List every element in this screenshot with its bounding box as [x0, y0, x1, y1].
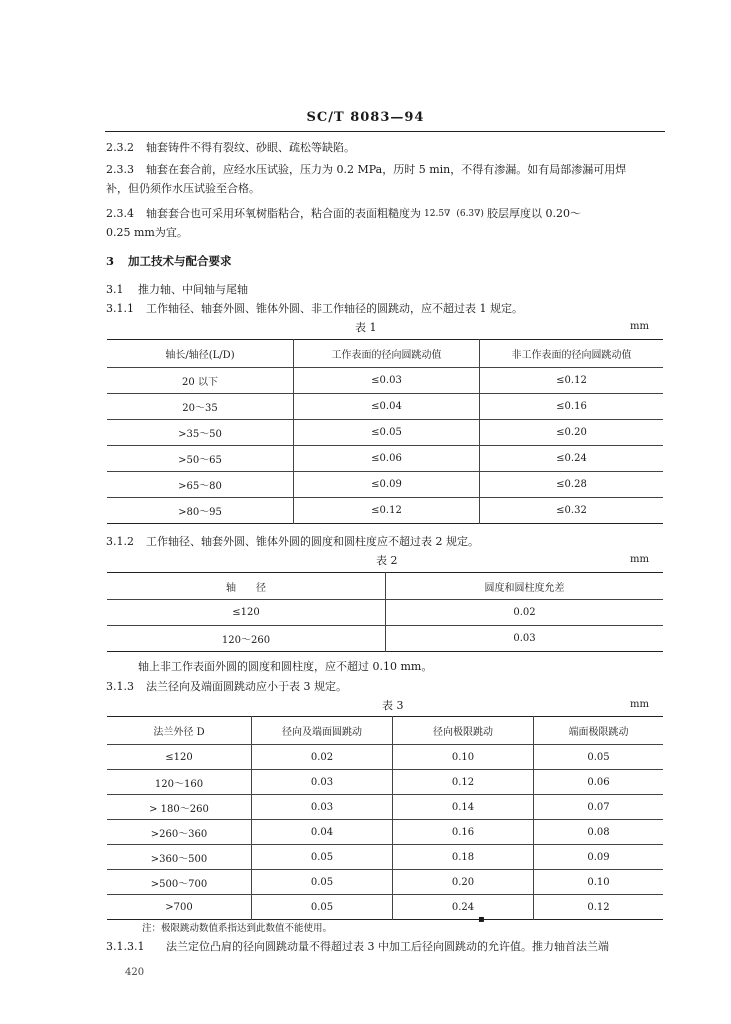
- table-cell: ≤120: [165, 751, 193, 763]
- clause-text: 法兰径向及端面圆跳动应小于表 3 规定。: [146, 680, 347, 693]
- table-3-unit: mm: [630, 699, 649, 710]
- table-row: [107, 446, 663, 472]
- table-cell: 0.10: [393, 745, 534, 770]
- column-header: 非工作表面的径向圆跳动值: [480, 340, 664, 368]
- stray-mark: ▪: [478, 914, 485, 925]
- column-header: 端面极限跳动: [534, 717, 664, 745]
- section-3-heading: [106, 253, 232, 269]
- table-1: [107, 339, 663, 524]
- header-rule: [105, 131, 665, 132]
- clause-number: 3.1.3.1: [106, 940, 145, 953]
- column-header: 法兰外径 D: [107, 717, 252, 745]
- table-1-caption: 表 1: [355, 321, 377, 334]
- table-header-row: [107, 717, 663, 745]
- table-cell: 0.08: [534, 820, 664, 845]
- table-cell: >360～500: [107, 845, 252, 870]
- clause-2-3-4-continued: 0.25 mm为宜。: [106, 226, 188, 239]
- clause-text-line1: 轴套在套合前，应经水压试验，压力为 0.2 MPa，历时 5 min，不得有渗漏。如有局部渗漏可用焊: [146, 163, 627, 176]
- table-row: [107, 498, 663, 524]
- table-cell: >260～360: [107, 820, 252, 845]
- document-header: SC/T 8083—94: [306, 110, 425, 125]
- table-cell: ≤0.03: [294, 368, 480, 394]
- table-cell: ≤0.04: [294, 394, 480, 420]
- table-cell: 20 以下: [182, 377, 218, 388]
- note-non-working-surface: 轴上非工作表面外圆的圆度和圆柱度，应不超过 0.10 mm。: [138, 660, 433, 673]
- roughness-symbol-1: 12.5∇: [424, 208, 451, 219]
- table-row: [107, 420, 663, 446]
- clause-2-3-2: [106, 138, 355, 157]
- table-row: [107, 770, 663, 795]
- table-cell: 0.09: [534, 845, 664, 870]
- table-cell: 0.10: [534, 870, 664, 895]
- table-cell: ≤0.12: [480, 368, 664, 394]
- table-cell: 0.05: [252, 870, 393, 895]
- table-cell: ≤0.05: [294, 420, 480, 446]
- column-header: 圆度和圆柱度允差: [386, 573, 664, 600]
- clause-number: 2.3.3: [106, 163, 134, 176]
- section-number: 3: [106, 254, 115, 268]
- table-cell: 0.24: [393, 895, 534, 920]
- clause-text: 轴套铸件不得有裂纹、砂眼、疏松等缺陷。: [146, 141, 355, 154]
- table-cell: ≤0.09: [294, 472, 480, 498]
- table-cell: ≤120: [232, 607, 260, 618]
- table-cell: 0.03: [252, 770, 393, 795]
- table-row: [107, 745, 663, 770]
- table-cell: 0.05: [252, 895, 393, 920]
- table-row: [107, 368, 663, 394]
- table-row: [107, 820, 663, 845]
- table-row: [107, 600, 663, 626]
- table-cell: >50～65: [107, 446, 294, 472]
- table-cell: ≤0.20: [480, 420, 664, 446]
- clause-2-3-3: [106, 160, 626, 179]
- table-cell: 0.16: [393, 820, 534, 845]
- clause-number: 2.3.4: [106, 207, 134, 220]
- table-cell: 20～35: [107, 394, 294, 420]
- table-cell: 120～160: [107, 770, 252, 795]
- table-cell: >35～50: [107, 420, 294, 446]
- table-cell: 0.12: [393, 770, 534, 795]
- table-row: [107, 626, 663, 652]
- table-cell: > 180～260: [107, 795, 252, 820]
- table-cell: ≤0.24: [480, 446, 664, 472]
- clause-number: 2.3.2: [106, 141, 134, 154]
- table-cell: ≤0.28: [480, 472, 664, 498]
- subsection-number: 3.1: [106, 283, 124, 296]
- clause-text: 工作轴径、轴套外圆、锥体外圆的圆度和圆柱度应不超过表 2 规定。: [146, 535, 479, 548]
- clause-number: 3.1.2: [106, 535, 134, 548]
- column-header: 径向极限跳动: [393, 717, 534, 745]
- table-cell: 0.02: [386, 600, 664, 626]
- table-cell: 0.05: [534, 745, 664, 770]
- table-3-note: 注：极限跳动数值系指达到此数值不能使用。: [142, 923, 333, 934]
- table-1-unit: mm: [630, 321, 649, 332]
- table-cell: 0.12: [534, 895, 664, 920]
- clause-text: 轴套套合也可采用环氧树脂粘合，粘合面的表面粗糙度为: [146, 207, 421, 220]
- table-cell: >65～80: [107, 472, 294, 498]
- table-cell: >80～95: [107, 498, 294, 524]
- clause-text: 法兰定位凸肩的径向圆跳动量不得超过表 3 中加工后径向圆跳动的允许值。推力轴首法兰端: [166, 940, 609, 953]
- table-row: [107, 870, 663, 895]
- table-cell: >700: [107, 895, 252, 920]
- roughness-symbol-2: (6.3∇): [456, 208, 484, 219]
- table-header-row: [107, 573, 663, 600]
- clause-3-1-3: [106, 677, 347, 696]
- table-cell: ≤0.12: [294, 498, 480, 524]
- table-cell: 0.02: [252, 745, 393, 770]
- table-cell: 0.03: [252, 795, 393, 820]
- clause-3-1-2: [106, 532, 479, 551]
- table-cell: 0.05: [252, 845, 393, 870]
- column-header: 轴长/轴径(L/D): [107, 340, 294, 368]
- clause-number: 3.1.1: [106, 302, 134, 315]
- table-header-row: [107, 340, 663, 368]
- table-2: [107, 572, 663, 652]
- table-cell: >500～700: [107, 870, 252, 895]
- table-cell: 0.07: [534, 795, 664, 820]
- clause-text-tail: 胶层厚度以 0.20～: [486, 207, 581, 220]
- table-2-unit: mm: [630, 554, 649, 565]
- subsection-3-1: [106, 280, 248, 299]
- table-cell: 0.14: [393, 795, 534, 820]
- table-row: [107, 795, 663, 820]
- column-header: 径向及端面圆跳动: [252, 717, 393, 745]
- table-cell: 120～260: [107, 626, 386, 652]
- table-row: [107, 394, 663, 420]
- subsection-title: 推力轴、中间轴与尾轴: [138, 283, 248, 296]
- clause-2-3-4: [106, 204, 581, 224]
- table-row: [107, 895, 663, 920]
- table-cell: 0.06: [534, 770, 664, 795]
- table-cell: ≤0.32: [480, 498, 664, 524]
- page-number: 420: [125, 967, 145, 978]
- table-cell: 0.18: [393, 845, 534, 870]
- table-2-caption: 表 2: [376, 554, 398, 567]
- column-header: 工作表面的径向圆跳动值: [294, 340, 480, 368]
- table-row: [107, 472, 663, 498]
- table-cell: ≤0.16: [480, 394, 664, 420]
- section-title: 加工技术与配合要求: [128, 254, 232, 268]
- clause-3-1-3-1: [106, 937, 609, 956]
- table-row: [107, 845, 663, 870]
- table-cell: 0.03: [386, 626, 664, 652]
- table-cell: ≤0.06: [294, 446, 480, 472]
- clause-3-1-1: [106, 299, 523, 318]
- table-3-caption: 表 3: [382, 699, 404, 712]
- column-header: 轴 径: [107, 573, 386, 600]
- clause-2-3-3-continued: 补，但仍须作水压试验至合格。: [106, 182, 260, 195]
- table-3: [107, 716, 663, 920]
- table-cell: 0.04: [252, 820, 393, 845]
- clause-number: 3.1.3: [106, 680, 134, 693]
- clause-text: 工作轴径、轴套外圆、锥体外圆、非工作轴径的圆跳动，应不超过表 1 规定。: [146, 302, 523, 315]
- table-cell: 0.20: [393, 870, 534, 895]
